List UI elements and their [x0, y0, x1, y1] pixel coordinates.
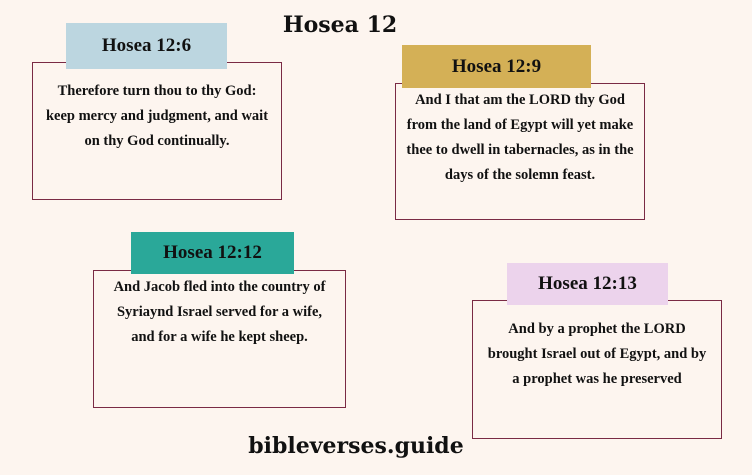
verse-card-1	[32, 62, 282, 200]
verse-card-3	[93, 270, 346, 408]
verse-card-2	[395, 83, 645, 220]
page-title: Hosea 12	[282, 12, 398, 38]
verse-text: And I that am the LORD thy God from the land of Egypt will yet make thee to dwell in tabernacles, as in the days of the solemn feast.	[406, 92, 634, 183]
site-footer: bibleverses.guide	[248, 433, 464, 459]
verse-ref: Hosea 12:13	[507, 263, 668, 305]
verse-ref: Hosea 12:12	[131, 232, 294, 274]
verse-ref: Hosea 12:6	[66, 23, 227, 69]
verse-text: And by a prophet the LORD brought Israel out of Egypt, and by a prophet was he preserved	[487, 321, 707, 387]
verse-ref: Hosea 12:9	[402, 45, 591, 88]
verse-text: And Jacob fled into the country of Syriaynd Israel served for a wife, and for a wife he kept sheep.	[113, 279, 326, 345]
verse-card-4	[472, 300, 722, 439]
verse-text: Therefore turn thou to thy God: keep mercy and judgment, and wait on thy God continually.	[45, 83, 269, 149]
